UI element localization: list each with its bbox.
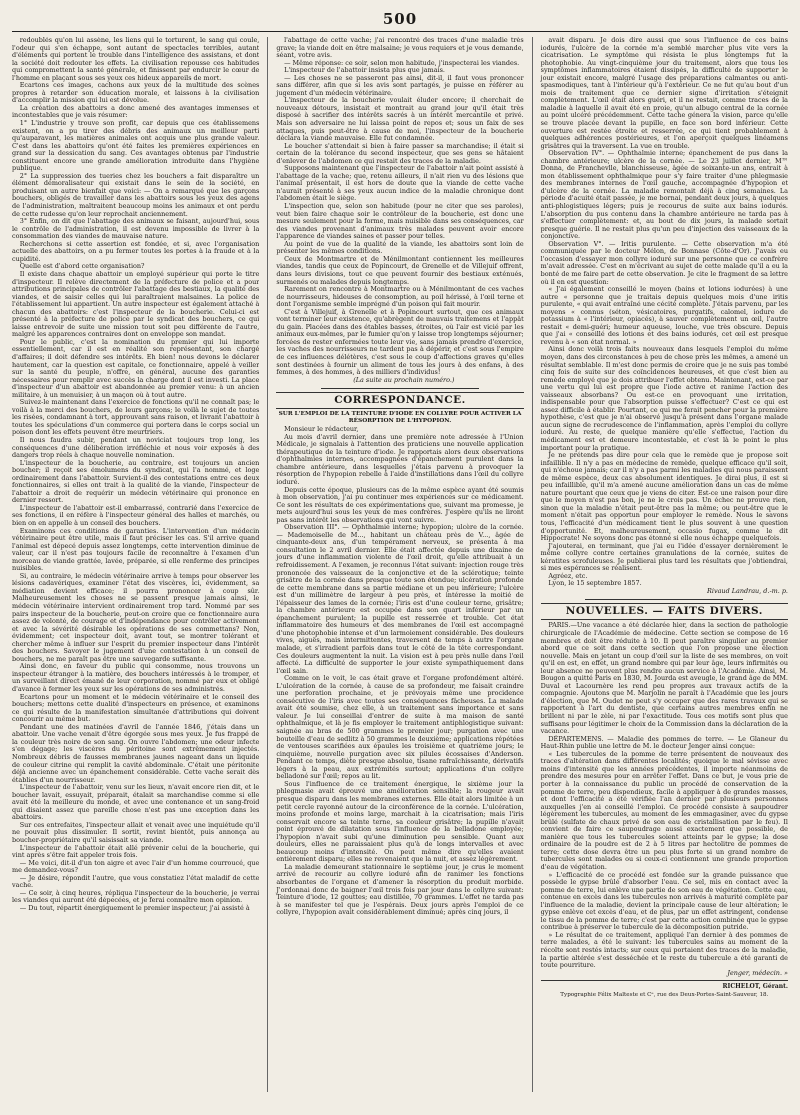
paragraph: L'inspecteur de la boucherie, au contraire, est toujours un ancien boucher; il reçoit ses émolumens du syndicat, qui l'a nommé, et loge ordinairement dans l'abattoir. Survient-il des contestations entre ces deux fonctionnaires, si elles ont trait à la qualité de la viande, l'inspecteur de l'abattoir a droit de requérir un médecin vétérinaire qui prononce en dernier ressort. (12, 458, 260, 505)
paragraph: Agréez, etc. (548, 571, 588, 580)
paragraph: J'ajouterai, en terminant, que j'ai eu l'idée d'essayer dernièrement le même collyre contre certaines granulations de la cornée, suites de kératites scrofuleuses. Je publierai plus tard les résultats que j'obtiendrai, si mes espérances se réalisent. (540, 541, 788, 573)
paragraph: Ainsi donc, en faveur du public qui consomme, nous trouvons un inspecteur étranger à la matière, des bouchers intéressés à le tromper, et un surveillant direct émané de leur corporation, nommé par eux et obligé d'avance à fermer les yeux sur les opérations de ses administrés. (12, 662, 260, 694)
paragraph: L'inspecteur de l'abattoir insista plus que jamais. (284, 66, 445, 75)
paragraph: Suivez-le maintenant dans l'exercice de fonctions qu'il ne connaît pas; le voilà à la merci des bouchers, de leurs garçons; le voilà le sujet de toutes les risées, condamnant à tort, approuvant sans raison, et livrant l'abattoir à toutes les spéculations d'un commerce qui portera dans le corps social un poison dont les effets peuvent être meurtriers. (12, 398, 260, 437)
paragraph: C'est à Villejuif, à Grenelle et à Popincourt surtout, que ces animaux vont terminer leur existence, qu'abrègent de mauvais traitemens et l'appât du gain. Placées dans des étables basses, étroites, où l'air est vicié par les animaux eux-mêmes, par le fumier qu'on y laisse trop longtemps séjourner; forcées de rester enfermées toute leur vie, sans jamais prendre d'exercice, les vaches des nourrisseurs ne tardent pas à dépérir, et c'est sous l'empire de ces influences délétères, c'est sous le coup d'affections graves qu'elles sont destinées à fournir un aliment de tous les jours à des enfans, à des femmes, à des hommes, à des milliers d'individus! (276, 307, 524, 377)
paragraph: Ceux de Montmartre et de Ménilmontant contiennent les meilleures viandes, tandis que ceux de Popincourt, de Grenelle et de Villejuif offrent, dans leurs divisions, tout ce que peuvent fournir des bestiaux exténués, surmenés ou malades depuis longtemps. (276, 254, 524, 286)
paragraph: Depuis cette époque, plusieurs cas de la même espèce ayant été soumis à mon observation, j'ai pu continuer mes expériences sur ce médicament. Ce sont les résultats de ces expérimentations que, suivant ma promesse, je mets aujourd'hui sous les yeux de mes confrères. J'espère qu'ils ne liront pas sans intérêt les observations qui vont suivre. (276, 485, 524, 524)
paragraph: Quelle est d'abord cette organisation? (19, 262, 145, 271)
paragraph: L'inspecteur de l'abattoir, venu sur les lieux, n'avait encore rien dit, et le boucher lavait, essuyait, préparait, étalait sa marchandise comme si elle avait été la meilleure du monde, et avec une contenance et un sang-froid qui disaient assez que pareille chose n'est pas une exception dans les abattoirs. (12, 783, 260, 822)
paragraph: — Je désire, répondit l'autre, que vous constatiez l'état maladif de cette vache. (12, 873, 260, 890)
columns (12, 37, 788, 1092)
printer-line: Typographie Félix Malteste et Cᵉ, rue des Deux-Portes-Saint-Sauveur, 18. (560, 991, 769, 998)
paragraph: » L'efficacité de ce procédé est fondée sur la grande puissance que possède le gypse brûlé d'absorber l'eau. Ce sel, mis en contact avec la pomme de terre, lui enlève une partie de son eau de végétation. Cette eau, contenue en excès dans les tubercules non arrivés à maturité complète par l'influence de la maladie, devient la principale cause de leur altération; le gypse enlève cet excès d'eau, et de plus, par un effet astringent, condense le tissu de la pomme de terre; c'est par cette action combinée que le gypse contribue à préserver le tubercule de la décomposition putride. (540, 870, 788, 932)
paragraph: avait disparu. Je dois dire aussi que sous l'influence de ces bains iodurés, l'ulcère de la cornée m'a semblé marcher plus vite vers la cicatrisation. Le symptôme qui résista le plus longtemps fut la photophobie. Au vingt-cinquième jour du traitement, alors que tous les symptômes inflammatoires étaient dissipés, la difficulté de supporter le jour existait encore, malgré l'usage des préparations calmantes ou anti-spasmodiques, tant à l'intérieur qu'à l'extérieur. Ce ne fut qu'au bout d'un mois de traitement que ce dernier signe d'irritation s'éteignit complètement. L'œil était alors guéri, et il ne restait, comme traces de la maladie à laquelle il avait été en proie, qu'un albugo central de la cornée au point ulcéré précédemment. Cette tache génera la vision, parce qu'elle se trouve placée devant la pupille, en face son bord inférieur. Cette ouverture est restée étroite et resserrée, ce qui tient probablement à quelques adhérences postérieures, et l'on aperçoit quelques linéamens grisâtres qui la traversent. La vue en trouble. (540, 37, 788, 150)
printer-name: RICHELOT, Gérant. (722, 983, 788, 991)
news-signature: Jenger, médecin. » (727, 968, 788, 977)
salutation: Monsieur le rédacteur, (284, 425, 359, 434)
paragraph: — Me voici, dit-il d'un ton aigre et avec l'air d'un homme courroucé, que me demandez-vous? (12, 858, 260, 875)
section-rule (321, 388, 479, 389)
column-2-paragraphs (276, 37, 523, 384)
news-paragraphs (541, 622, 788, 969)
paragraph: 2° La suppression des tueries chez les bouchers a fait disparaître un élément démoralisateur qui existait dans le sein de la société, en produisant un autre bienfait que voici: — On a remarqué que les garçons bouchers, obligés de travailler dans les abattoirs sous les yeux des agens de l'administration, maltraitent beaucoup moins les animaux et ont perdu de cette rudesse qu'on leur reprochait anciennement. (12, 171, 260, 218)
paragraph: « Les tubercules de la pomme de terre présentent de nouveaux des traces d'altération dans différentes localités; quoique le mal sévisse avec moins d'intensité que les années précédentes, il importe néanmoins de prendre des mesures pour en arrêter l'effet. Dans ce but, je vous prie de porter à la connaissance du public un procédé de conservation de la pomme de terre, peu dispendieux, facile à appliquer à de grandes masses, et dont l'efficacité a été vérifiée l'an dernier par plusieurs personnes auxquelles j'en ai conseillé l'emploi. Ce procédé consiste à saupoudrer légèrement les tubercules, au moment de les emmagasiner, avec du gypse brûlé (sulfate de chaux privé de son eau de cristallisation par le feu). Il convient de faire ce saupoudrage aussi exactement que possible, de manière que tous les tubercules soient atteints par le gypse; la dose ordinaire de la poudre est de 2 à 5 litres par hectolitre de pommes de terre; cette dose devra être un peu plus forte si un grand nombre de tubercules sont malades ou si ceux-ci contiennent une grande proportion d'eau de végétation. (540, 749, 788, 871)
correspondance-heading: CORRESPONDANCE. (276, 392, 523, 409)
paragraph: La maladie demeurant stationnaire le septième jour, je crus le moment arrivé de recourir au collyre ioduré afin de ranimer les fonctions absorbantes de l'organe et d'amener la résorption du produit morbide. J'ordonnai donc de baigner l'œil trois fois par jour dans le collyre suivant: Teinture d'iode, 12 gouttes; eau distillée, 70 grammes. L'effet ne tarda pas à se manifester tel que je l'espérais. Deux jours après l'emploi de ce collyre, l'hypopion avait considérablement diminué; après cinq jours, il (276, 862, 524, 917)
paragraph: Au point de vue de la qualité de la viande, les abattoirs sont loin de présenter les mêmes conditions. (276, 239, 524, 256)
paragraph: L'inspecteur de la boucherie voulait éluder encore; il cherchait de nouveaux détours, insistait et montrait au grand jour qu'il était très disposé à sacrifier des intérêts sacrés à un intérêt mercantile et privé. Mais son adversaire ne lui laissa point de repos et; sous un faix de ses attaques, puis peut-être à cause de moi, l'inspecteur de la boucherie déclara la viande mauvaise. Elle fut condamnée. (276, 96, 524, 143)
column-1 (12, 37, 259, 1092)
paragraph: l'abattage de cette vache; j'ai rencontré des traces d'une maladie très grave; la viande doit en être malsaine; je vous requiers et je vous demande, séant, votre avis. (276, 37, 524, 60)
paragraph: Pour le public, c'est la nomination du premier qui lui importe essentiellement, car il est en réalité son représentant, son chargé d'affaires; il doit défendre ses intérêts. Eh bien! nous devons le déclarer hautement, car la question est capitale, ce fonctionnaire, appelé à veiller sur la santé du peuple, n'offre, en général, aucune des garanties nécessaires pour remplir avec succès la charge dont il est investi. La place d'inspecteur d'un abattoir est abandonnée au premier venu: à un ancien militaire, à un menuisier, à un maçon où à tout autre. (12, 337, 260, 399)
paragraph: L'inspection que, selon son habitude (pour ne citer que ses paroles), veut bien faire chaque soir le contrôleur de la boucherie, est donc une mesure seulement pour la forme, mais nuisible dans ses conséquences, car des viandes provenant d'animaux très malades peuvent avoir encore l'apparence de viandes saines et passer pour telles. (276, 202, 524, 241)
paragraph: La création des abattoirs a donc amené des avantages immenses et incontestables que je vais résumer: (12, 103, 260, 120)
paragraph: Rarement on rencontre à Montmartre ou à Ménilmontant de ces vaches de nourrisseurs, hideuses de consomption, au poil hérissé, à l'œil terne et dont l'organisme semble imprégné d'un poison qui fait mourir. (276, 285, 524, 309)
page-number: 500 (382, 10, 418, 28)
paragraph: Si, au contraire, le médecin vétérinaire arrive à temps pour observer les lésions cadavériques, examiner l'état des viscères, ici, évidemment, sa médiation devient efficace; il pourra prononcer à coup sûr. Malheureusement les choses ne se passent presque jamais ainsi, le médecin vétérinaire intervient ordinairement trop tard. Nommé par ses pairs inspecteur de la boucherie, peut-on croire que ce fonctionnaire aura assez de volonté, de courage et d'indépendance pour contrôler activement et avec la sévérité désirable les opérations de ses commettans? Non, évidemment; cet inspecteur doit, avant tout, se montrer tolérant et chercher même à influer sur l'esprit du premier inspecteur dans l'intérêt des bouchers. Savoyer le jugement d'une contestation à un conseil de bouchers, ne me paraît pas être une sauvegarde suffisante. (12, 571, 260, 663)
column-2 (267, 37, 523, 1092)
paragraph: Lyon, le 15 septembre 1857. (548, 579, 642, 588)
paragraph: DÉPARTEMENS. — Maladie des pommes de terre. — Le Glaneur du Haut-Rhin publie une lettre de M. le docteur Jenger ainsi conçue: (540, 734, 788, 751)
paragraph: 1° L'industrie y trouve son profit, car depuis que ces établissemens existent, on a pu tirer des débris des animaux un meilleur parti qu'auparavant, les matières animales ont acquis une plus grande valeur. C'est dans les abattoirs qu'ont été faites les premières expériences en grand sur la dessication du sang. Ces avantages obtenus par l'industrie constituent encore une grande amélioration introduite dans l'hygiène publique. (12, 119, 260, 173)
paragraph: — Même réponse: ce soir, selon mon habitude, j'inspecterai les viandes. (284, 58, 520, 67)
paragraph: Au mois d'avril dernier, dans une première note adressée à l'Union Médicale, je signalais à l'attention des praticiens une nouvelle application thérapeutique de la teinture d'iode. Je rapportais alors deux observations d'ophthalmies internes, accompagnées d'épanchement purulent dans la chambre antérieure, dans lesquelles j'étais parvenu à provoquer la résorption de l'hypopion rebelle à l'aide d'instillations dans l'œil du collyre ioduré. (276, 432, 524, 486)
section-rule (585, 599, 743, 600)
paragraph: Supposons maintenant que l'inspecteur de l'abattoir n'ait point assisté à l'abattage de la vache; que, retenu ailleurs, il n'ait rien vu des lésions que l'animal présentait, il est hors de doute que la viande de cette vache n'aurait présenté à ses yeux aucun indice de la maladie chronique dont l'abdomen était le siège. (276, 164, 524, 203)
paragraph: Ecartons ces images, cachons aux yeux de la multitude des scènes propres à retarder son éducation morale, et laissons à la civilisation d'accomplir la mission qui lui est dévolue. (12, 81, 260, 105)
column-1-paragraphs (12, 37, 259, 912)
paragraph: Sous l'influence de ce traitement énergique, le sixième jour la phlegmasie avait éprouvé une amélioration sensible; la rougeur avait presque disparu dans les membranes externes. Elle était alors limitée à un petit cercle rayonné autour de la circonférence de la cornée. L'ulcération, moins profonde et moins large, marchait à la cicatrisation; mais l'iris conservait encore sa teinte terne, sa couleur grisâtre; la pupille n'avait point éprouvé de dilatation sous l'influence de la belladone employée; l'hypopion n'avait subi qu'une diminution peu sensible. Quant aux douleurs, elles ne paraissaient plus qu'à de longs intervalles et avec beaucoup moins d'intensité. On peut même dire qu'elles avaient entièrement disparu; elles ne revenaient que la nuit, et assez légèrement. (276, 779, 524, 864)
column-3-paragraphs (541, 37, 788, 588)
paragraph: redoublés qu'on lui assène, les liens qui le torturent, le sang qui coule, l'odeur qui s'en échappe, sont autant de spectacles terribles, autant d'éléments qui portent le trouble dans l'intelligence des assistans, et dont la société doit redouter les effets. La civilisation repousse ces habitudes qui compromettent la santé générale, et finissent par endurcir le cœur de l'homme en plaçant sous ses yeux ces hideux appareils de mort. (12, 37, 260, 82)
paragraph: Ainsi donc voilà trois faits nouveaux dans lesquels l'emploi du même moyen, dans des circonstances à peu de chose près les mêmes, a amené un résultat semblable. Il m'est donc permis de croire que je ne suis pas tombé cinq fois de suite sur des coïncidences heureuses, et que c'est bien au remède employé que je dois attribuer l'effet obtenu. Maintenant, est-ce par une vertu qui lui est propre que l'iode active et ranime l'action des vaisseaux absorbans? Ou est-ce en provoquant une irritation, indispensable pour que l'absorption puisse s'effectuer? C'est ce qui est assez difficile à établir. Pourtant, ce qui me ferait pencher pour la première hypothèse, c'est que je n'ai observé jusqu'à présent dans l'organe malade aucun signe de recrudescence de l'inflammation, après l'emploi du collyre ioduré. Au reste, de quelque manière qu'elle s'effectue, l'action du médicament est et demeure incontestable, et c'est là le point le plus important pour la pratique. (540, 345, 788, 452)
paragraph: PARIS.—Une vacance a été déclarée hier, dans la section de pathologie chirurgicale de l'Académie de médecine. Cette section se compose de 16 membres et doit être réduite à 10. Il peut paraître singulier au premier abord que ce soit dans cette section que l'on propose une élection nouvelle. Mais en jetant un coup d'œil sur la liste de ses membres, on voit qu'il en est, en effet, un grand nombre qui par leur âge, leurs infirmités ou leur absence ne peuvent plus rendre aucun service à l'Académie. Ainsi, M. Bougon a quitté Paris en 1830, M. Jourda est aveugle, le grand âge de MM. Duval et Lacournère les rend peu propres aux travaux actifs de la compagnie. Ajoutons que M. Marjolin ne paraît à l'Académie que les jours d'élection, que M. Oudet ne peut s'y occuper que des rares travaux qui se rapportent à l'art du dentiste, que certains autres membres enfin ne brillent ni par le zèle, ni par l'exactitude. Tous ces motifs sont plus que suffisans pour légitimer le choix de la Commission dans la déclaration de la vacance. (540, 621, 788, 736)
paragraph: — Ce soir, à cinq heures, répliqua l'inspecteur de la boucherie, je verrai les viandes qui auront été dépecées, et je ferai connaître mon opinion. (12, 888, 260, 905)
news-heading: NOUVELLES. — FAITS DIVERS. (541, 603, 788, 620)
paragraph: Observation IV°. — Ophthalmie interne; épanchement de pus dans la chambre antérieure; ulcère de la cornée. — Le 23 juillet dernier, M™ Donna, de Franchevlle, blanchisseuse, âgée de soixante-un ans, entrait à mon établissement ophthalmique pour s'y faire traiter d'une phlegmasie des membranes internes de l'œil gauche, accompagnée d'hypopion et d'ulcère de la cornée. La maladie remontait déjà à cinq semaines. La période d'acuité était passée, je me bornai, pendant deux jours, à quelques anti-phlogistiques légers; puis je recourus de suite aux bains iodurés. L'absorption du pus contenu dans la chambre antérieure ne tarda pas à s'effectuer complètement: et, au bout de dix jours, la malade sortait presque guérie. Il ne restait plus qu'un peu d'injection des vaisseaux de la conjonctive. (540, 149, 788, 241)
letter-title: SUR L'EMPLOI DE LA TEINTURE D'IODE EN COLLYRE POUR ACTIVER LA RÉSORPTION DE L'HYPOPION. (278, 411, 522, 425)
paragraph: Il existe dans chaque abattoir un employé supérieur qui porte le titre d'inspecteur. Il relève directement de la préfecture de police et a pour attributions principales de contrôler l'abattage des bestiaux, la qualité des viandes, et de saisir celles qui lui paraîtraient malsaines. La police de l'établissement lui appartient. Un autre inspecteur est également attaché à chacun des abattoirs: c'est l'inspecteur de la boucherie. Celui-ci est présenté à la préfecture de police par le syndicat des bouchers, ce qui laisse entrevoir de suite une mission tout soit peu différente de l'autre, malgré les apparences contraires dont on enveloppe son mandat. (12, 269, 260, 339)
paragraph: Examinons ces conditions de garanties. L'intervention d'un médecin vétérinaire peut être utile, mais il faut préciser les cas. S'il arrive quand l'animal est dépecé depuis assez longtemps, cette intervention diminue de valeur, car il n'est pas toujours facile de reconnaître à l'examen d'un morceau de viande grattée, lavée, préparée, si elle renferme des principes nuisibles. (12, 526, 260, 573)
paragraph: Comme on le voit, le cas était grave et l'organe profondément altéré. L'ulcération de la cornée, à cause de sa profondeur, me faisait craindre une perforation prochaine, et je prévoyais même une procidence consécutive de l'iris avec toutes ses conséquences fâcheuses. La malade avait été soumise, chez elle, à un traitement sans importance et sans valeur. Je lui conseillai d'entrer de suite à ma maison de santé ophthalmique, et là je fis employer le traitement antiphlogistique suivant: saignée au bras de 500 grammes le premier jour; purgation avec une bouteille d'eau de sedlitz à 50 grammes le deuxième; applications répétées de ventouses scarifiées aux épaules les troisième et quatrième jours; le cinquième, nouvelle purgation avec six pilules écossaises d'Anderson. Pendant ce temps, diète presque absolue, tisane rafraîchissante, dérivatifs légers à la peau, aux extrémités surtout; applications d'un collyre belladoné sur l'œil; repos au lit. (276, 674, 524, 781)
paragraph: — Du tout, répartit énergiquement le premier inspecteur, j'ai assisté à (19, 903, 250, 912)
paragraph: Observation III°. — Ophthalmie interne; hypopion; ulcère de la cornée. — Mademoiselle de M..., habitant un château près de V..., âgée de cinquante-deux ans, d'un tempérament nerveux, se présenta à ma consultation le 2 avril dernier. Elle était affectée depuis une dixaine de jours d'une inflammation violente de l'œil droit, qu'elle attribuait à un refroidissement. A l'examen, je reconnus l'état suivant: injection rouge très prononcée des vaisseaux de la conjonctive et de la sclérotique; teinte grisâtre de la cornée dans presque toute son étendue; ulcération profonde de cette membrane dans sa partie médiane et un peu inférieure; l'ulcère est d'un millimètre de largeur à peu près, et intéresse la moitié de l'épaisseur des lames de la cornée; l'iris est d'une couleur terne, grisâtre; la chambre antérieure est occupée dans son quart inférieur par un épanchement purulent; la pupille est resserrée et trouble. Cet état inflammatoire des humeurs et des membranes de l'œil est accompagné d'une photophobie intense et d'un larmoiement considérable. Des douleurs vives, aiguës, mais intermittentes, traversent de temps à autre l'organe malade, et s'irradient parfois dans tout le côté de la tête correspondant. Ces douleurs augmentent la nuit. La vision est à peu près nulle dans l'œil affecté. La difficulté de supporter le jour existe sympathiquement dans l'œil sain. (276, 523, 524, 675)
paragraph: Ecartons pour un moment et le médecin vétérinaire et le conseil des bouchers; mettons cette dualité d'inspecteurs en présence, et examinons ce qui résulte de la manifestation simultanée d'attributions qui doivent concourir au même but. (12, 692, 260, 724)
footer-rule (541, 980, 788, 981)
paragraph: Sur ces entrefaites, l'inspecteur allait et venait avec une inquiétude qu'il ne pouvait plus dissimuler. Il sortit, revint bientôt, puis annonça au boucher-propriétaire qu'il saisissait sa viande. (12, 820, 260, 844)
paragraph: L'inspecteur de l'abattoir était allé prévenir celui de la boucherie, qui vint après s'être fait appeler trois fois. (12, 843, 260, 860)
letter-paragraphs (276, 434, 523, 917)
paragraph: Observation V°. — Iritis purulente. — Cette observation m'a été communiquée par le docteur Mélon, de Bonnase (Côte-d'Or). J'avais eu l'occasion d'essayer mon collyre ioduré sur une personne que ce confrère m'avait adressée. C'est en m'écrivant au sujet de cette malade qu'il a eu la bonté de me faire part de cette observation. Je cite le fragment de sa lettre où il en est question: (540, 239, 788, 286)
paragraph: Recherchons si cette assertion est fondée, et si, avec l'organisation actuelle des abattoirs, on a pu fermer toutes les portes à la fraude et à la cupidité. (12, 239, 260, 263)
column-3 (532, 37, 788, 1092)
letter-signature: Rivaud Landrau, d.-m. p. (707, 586, 788, 595)
paragraph: — Les choses ne se passeront pas ainsi, dit-il, il faut vous prononcer sans différer, afin que si les avis sont partagés, je puisse en référer au jugement d'un médecin vétérinaire. (276, 73, 524, 97)
paragraph: L'inspecteur de l'abattoir est-il embarrassé, contrarié dans l'exercice de ses fonctions, il en réfère à l'inspecteur général des halles et marchés, ou bien on en appelle à un conseil des bouchers. (12, 503, 260, 527)
paragraph: » Le résultat de ce traitement, appliqué l'an dernier à des pommes de terre malades, a été le suivant: les tubercules sains au moment de la récolte sont restés intacts; sur ceux qui portaient des traces de la maladie, la partie altérée s'est desséchée et le reste du tubercule a été garanti de toute pourriture. (540, 930, 788, 970)
paragraph: (La suite au prochain numéro.) (353, 375, 455, 384)
paragraph: Je ne prétends pas dire pour cela que le remède que je propose soit infaillible. Il n'y a pas en médecine de remède, quelque efficace qu'il soit, qui n'échoue jamais; car il n'y a pas parmi les maladies qui nous paraissent de même espèce, deux cas absolument identiques. Je dirai plus, il est si peu infaillible, qu'il m'a amené aucune amélioration dans un cas de même nature pourtant que ceux que je viens de citer. Est-ce une raison pour dire que le moyen n'est pas bon, je ne le crois pas. Un échec ne prouve rien, sinon que la maladie n'était peut-être pas la même; ou peut-être que le moment n'était pas opportun pour employer le remède. Nous le savons tous, l'efficacité d'un médicament tient le plus souvent à une question d'opportunité. Et, malheureusement, occasio fugax, comme le dit Hippocrate! Ne soyons donc pas étonné si elle nous échappe quelquefois. (540, 451, 788, 543)
paragraph: 3° Enfin, on dit que l'abattage des animaux se faisant, aujourd'hui, sous le contrôle de l'administration, il est devenu impossible de livrer à la consommation des viandes de mauvaise nature. (12, 217, 260, 241)
paragraph: Le boucher s'attendait si bien à faire passer sa marchandise; il était si certain de la tolérance du second inspecteur, que ses gens se hâtaient d'enlever de l'abdomen ce qui restait des traces de la maladie. (276, 141, 524, 165)
header-rule (12, 31, 788, 32)
paragraph: « J'ai également conseillé le moyen (bains et lotions iodurées) à une autre « personne que je traitais depuis quelques mois d'une iritis purulente, « qui avait entraîné une cécité complète. J'étais parvenu, par les moyens « connus (séton, vésicatoires, purgatifs, calomel, iodure de potassium à « l'intérieur, opiacés), à sauver complètement un œil, l'autre restait « demi-guéri; humeur aqueuse, louche, vue très obscure. Depuis que j'ai « conseillé des lotions et des bains iodurés, cet œil est presque revenu à « son état normal. » (540, 285, 788, 346)
paragraph: Pendant une des matinées d'avril de l'année 1846, j'étais dans un abattoir. Une vache venait d'être égorgée sous mes yeux. Je fus frappé de la couleur très noire de son sang. On ouvre l'abdomen; une odeur infecte s'en dégage; les viscères du péritoine sont extrêmement injectés. Nombreux débris de fausses membranes jaunes nageant dans un liquide de couleur citrine qui remplit la cavité abdominale. C'était une péritonite déjà ancienne avec un épanchement considérable. Cette vache serait dès établies d'un nourrisseur. (12, 722, 260, 784)
paragraph: Il nous faudra subir, pendant un noviciat toujours trop long, les conséquences d'une délibération irréfléchie et nous voir exposés à des dangers trop réels à chaque nouvelle nomination. (12, 435, 260, 460)
